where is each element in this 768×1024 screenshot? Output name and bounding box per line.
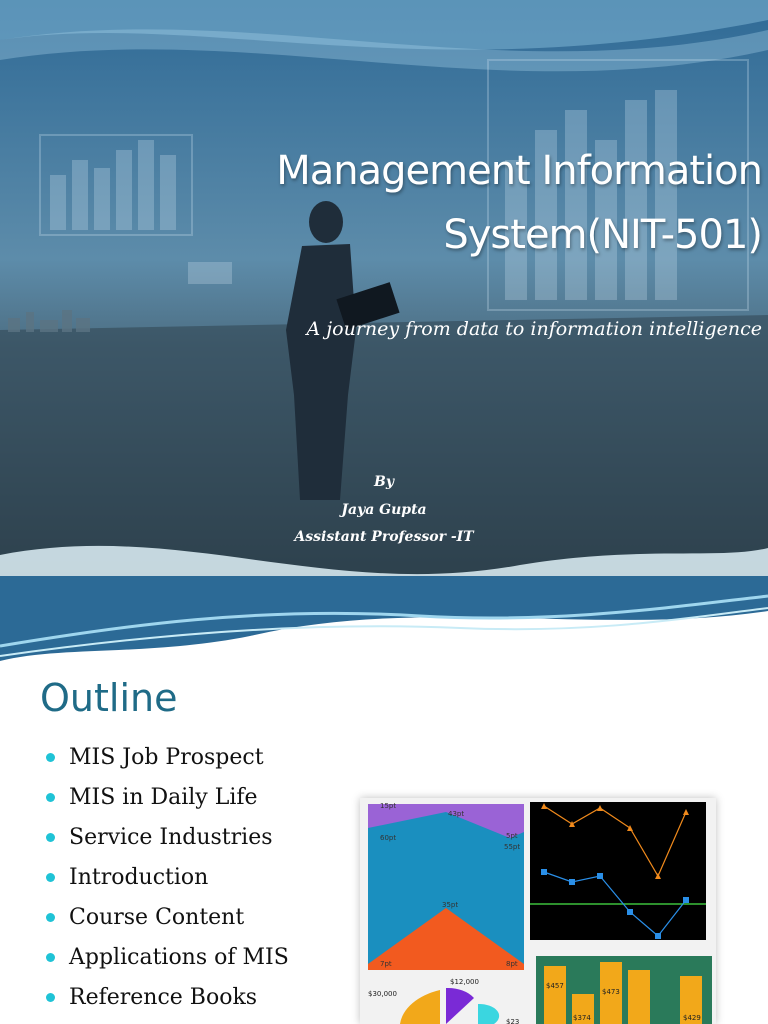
area-label: 15pt	[380, 802, 397, 810]
outline-item	[46, 742, 289, 782]
bullet-icon	[46, 993, 55, 1002]
slide-title-line-1: Management Information	[276, 148, 762, 194]
area-label: 8pt	[506, 960, 518, 968]
outline-item-label: Reference Books	[69, 985, 258, 1010]
line-chart-thumbnail	[530, 802, 706, 940]
outline-item-label: Applications of MIS	[69, 945, 289, 970]
area-chart-thumbnail	[368, 802, 524, 970]
bar-label: $429	[683, 1014, 701, 1022]
outline-item	[46, 982, 289, 1022]
outline-item-label: Course Content	[69, 905, 245, 930]
area-label: 55pt	[504, 843, 521, 851]
area-label: 43pt	[448, 810, 465, 818]
outline-item	[46, 822, 289, 862]
bullet-icon	[46, 873, 55, 882]
bar-chart-thumbnail	[536, 956, 712, 1024]
chart-collage-image	[360, 798, 716, 1024]
outline-title: Outline	[40, 676, 178, 720]
outline-item	[46, 782, 289, 822]
bullet-icon	[46, 953, 55, 962]
outline-item-label: MIS Job Prospect	[69, 745, 264, 770]
outline-item-label: Service Industries	[69, 825, 273, 850]
area-label: 60pt	[380, 834, 397, 842]
pie-label: $12,000	[450, 978, 479, 986]
outline-item	[46, 902, 289, 942]
area-label: 7pt	[380, 960, 392, 968]
outline-list	[46, 742, 289, 1022]
bullet-icon	[46, 793, 55, 802]
bullet-icon	[46, 833, 55, 842]
outline-item	[46, 862, 289, 902]
outline-item-label: MIS in Daily Life	[69, 785, 258, 810]
pie-label: $30,000	[368, 990, 397, 998]
bar-label: $374	[573, 1014, 591, 1022]
bullet-icon	[46, 753, 55, 762]
slide-title-line-2: System(NIT-501)	[443, 212, 762, 258]
pie-label: $23	[506, 1018, 520, 1024]
author-role: Assistant Professor -IT	[294, 529, 474, 545]
outline-slide	[0, 576, 768, 1024]
pie-chart-thumbnail	[368, 978, 519, 1024]
area-label: 35pt	[442, 901, 459, 909]
slide-subtitle: A journey from data to information intelligence	[306, 318, 762, 340]
outline-item	[46, 942, 289, 982]
outline-top-wave	[0, 576, 768, 666]
author-by: By	[374, 474, 394, 490]
bullet-icon	[46, 913, 55, 922]
author-name: Jaya Gupta	[341, 502, 427, 518]
area-label: 5pt	[506, 832, 518, 840]
bar-label: $473	[602, 988, 620, 996]
outline-item-label: Introduction	[69, 865, 209, 890]
bar-label: $457	[546, 982, 564, 990]
